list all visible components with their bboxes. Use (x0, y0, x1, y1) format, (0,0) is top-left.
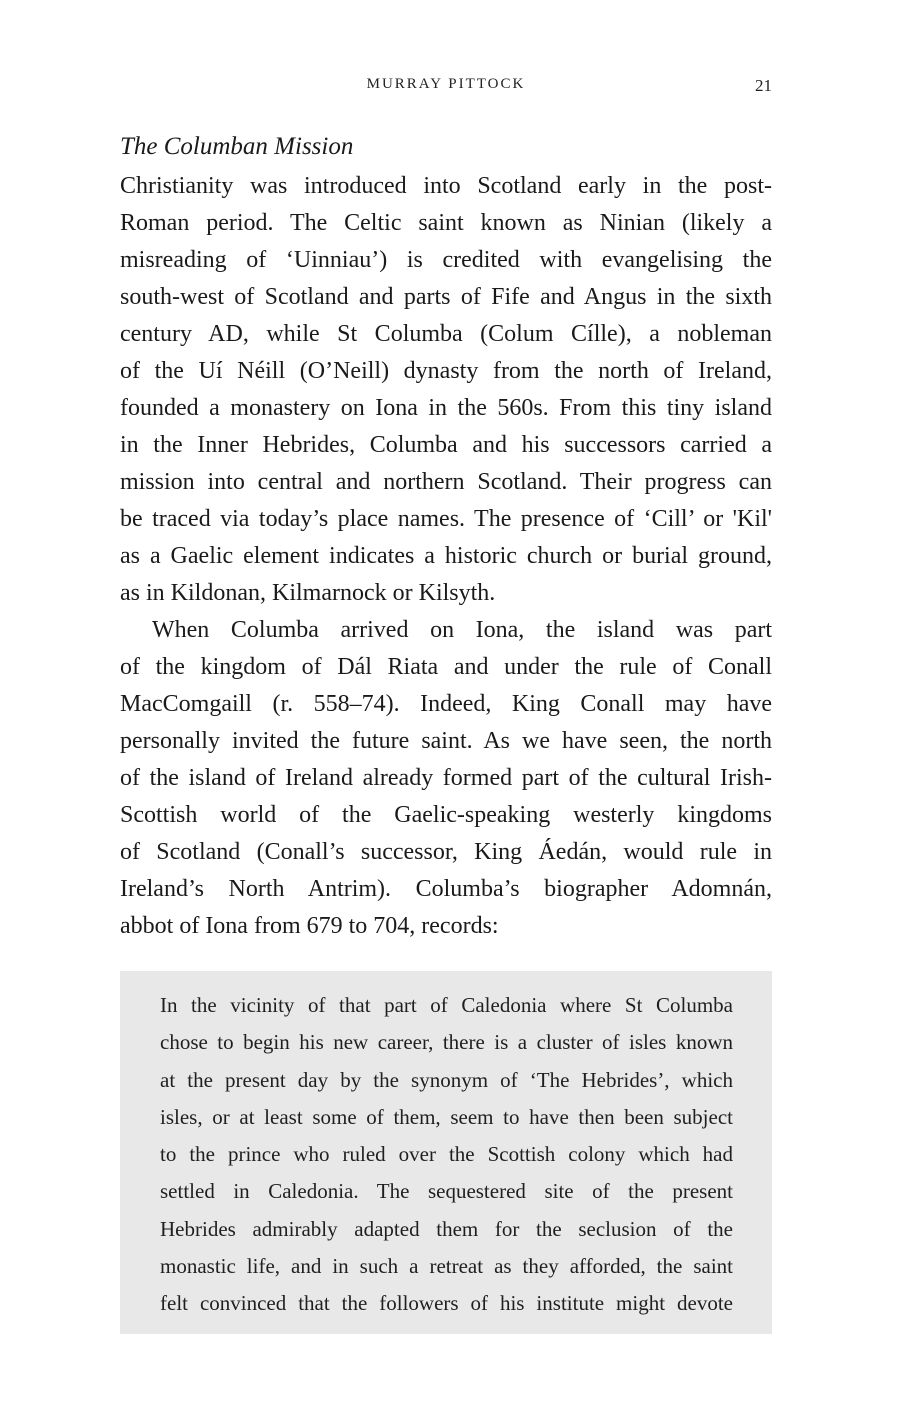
text-line: be traced via today’s place names. The presence of ‘Cill’ or 'Kil' (120, 506, 772, 532)
running-head (120, 76, 772, 100)
text-line: of the Uí Néill (O’Neill) dynasty from the north of Ireland, (120, 358, 772, 384)
running-head-author: MURRAY PITTOCK (366, 76, 526, 92)
text-line: abbot of Iona from 679 to 704, records: (120, 913, 499, 939)
text-line: in the Inner Hebrides, Columba and his successors carried a (120, 432, 772, 458)
text-line: Ireland’s North Antrim). Columba’s biographer Adomnán, (120, 876, 772, 902)
text-line: as a Gaelic element indicates a historic church or burial ground, (120, 543, 772, 569)
quote-line: monastic life, and in such a retreat as they afforded, the saint (160, 1254, 733, 1279)
text-line: Scottish world of the Gaelic-speaking westerly kingdoms (120, 802, 772, 828)
text-line: When Columba arrived on Iona, the island was part (152, 617, 772, 643)
text-line: misreading of ‘Uinniau’) is credited with evangelising the (120, 247, 772, 273)
quote-line: isles, or at least some of them, seem to have then been subject (160, 1104, 733, 1129)
quote-line: In the vicinity of that part of Caledonia where St Columba (160, 993, 733, 1017)
text-line: century AD, while St Columba (Colum Cílle), a nobleman (120, 321, 772, 347)
section-heading: The Columban Mission (120, 133, 354, 160)
quote-line: felt convinced that the followers of his institute might devote (160, 1291, 733, 1316)
quote-line: chose to begin his new career, there is a cluster of isles known (160, 1030, 733, 1055)
paragraph-1 (120, 168, 772, 612)
text-line: of Scotland (Conall’s successor, King Áedán, would rule in (120, 839, 772, 865)
block-quote-text (160, 987, 733, 1323)
text-line: mission into central and northern Scotland. Their progress can (120, 469, 772, 495)
quote-line: at the present day by the synonym of ‘The Hebrides’, which (160, 1067, 733, 1092)
text-line: south-west of Scotland and parts of Fife and Angus in the sixth (120, 284, 772, 310)
text-line: Christianity was introduced into Scotland early in the post- (120, 173, 772, 199)
text-line: of the kingdom of Dál Riata and under the rule of Conall (120, 654, 772, 680)
text-line: as in Kildonan, Kilmarnock or Kilsyth. (120, 580, 496, 606)
text-line: Roman period. The Celtic saint known as Ninian (likely a (120, 210, 772, 236)
page-number: 21 (755, 76, 772, 95)
block-quote (120, 971, 772, 1334)
text-line: of the island of Ireland already formed part of the cultural Irish- (120, 765, 772, 791)
text-line: MacComgaill (r. 558–74). Indeed, King Conall may have (120, 691, 772, 717)
paragraph-2 (120, 612, 772, 945)
quote-line: Hebrides admirably adapted them for the seclusion of the (160, 1216, 733, 1241)
quote-line: to the prince who ruled over the Scottish colony which had (160, 1142, 733, 1167)
body-text (120, 168, 772, 945)
text-line: personally invited the future saint. As we have seen, the north (120, 728, 772, 754)
quote-line: settled in Caledonia. The sequestered site of the present (160, 1179, 733, 1204)
text-line: founded a monastery on Iona in the 560s. From this tiny island (120, 395, 772, 421)
